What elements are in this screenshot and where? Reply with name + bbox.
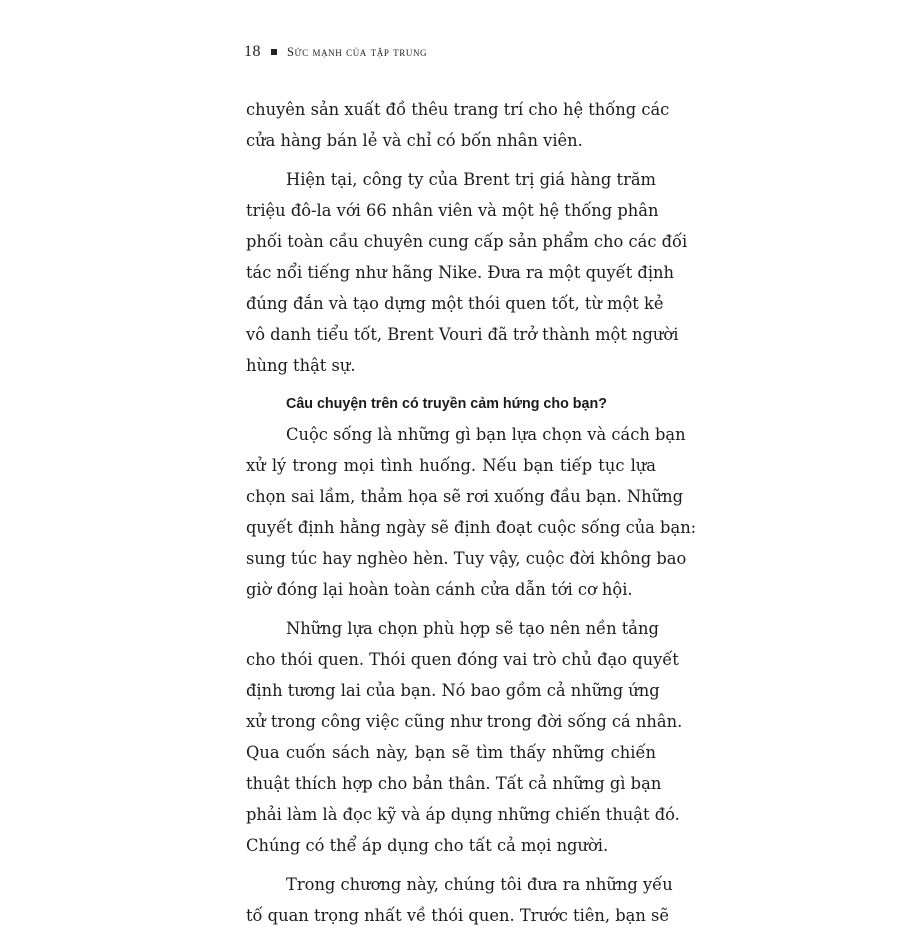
text-line: phải làm là đọc kỹ và áp dụng những chiến thuật đó. (246, 805, 680, 824)
text-line: chuyên sản xuất đồ thêu trang trí cho hệ thống các (246, 100, 670, 119)
page-number: 18 (244, 43, 261, 60)
header-separator-square (271, 49, 277, 55)
paragraph (246, 613, 683, 861)
text-line: giờ đóng lại hoàn toàn cánh cửa dẫn tới cơ hội. (246, 580, 633, 599)
text-line: vô danh tiểu tốt, Brent Vouri đã trở thành một người (246, 325, 679, 344)
text-line: tố quan trọng nhất về thói quen. Trước tiên, bạn sẽ (246, 906, 670, 925)
text-line: chọn sai lầm, thảm họa sẽ rơi xuống đầu bạn. Những (246, 487, 684, 506)
paragraph (246, 869, 673, 931)
text-line: xử lý trong mọi tình huống. Nếu bạn tiếp tục lựa (246, 456, 656, 475)
text-line: tác nổi tiếng như hãng Nike. Đưa ra một quyết định (246, 263, 675, 282)
text-line: phối toàn cầu chuyên cung cấp sản phẩm cho các đối (246, 232, 688, 251)
paragraph (246, 164, 688, 381)
text-line: Hiện tại, công ty của Brent trị giá hàng trăm (286, 170, 656, 189)
text-line: Trong chương này, chúng tôi đưa ra những yếu (286, 875, 673, 894)
text-line: hùng thật sự. (246, 356, 356, 375)
section-subheading: Câu chuyện trên có truyền cảm hứng cho bạn? (286, 396, 607, 412)
text-line: cho thói quen. Thói quen đóng vai trò chủ đạo quyết (246, 650, 679, 669)
body-text (246, 94, 697, 939)
text-line: đúng đắn và tạo dựng một thói quen tốt, từ một kẻ (246, 294, 664, 313)
text-line: Cuộc sống là những gì bạn lựa chọn và cách bạn (286, 425, 686, 444)
text-line: cửa hàng bán lẻ và chỉ có bốn nhân viên. (246, 131, 583, 150)
text-line: Những lựa chọn phù hợp sẽ tạo nên nền tảng (286, 619, 659, 638)
text-line: Chúng có thể áp dụng cho tất cả mọi người. (246, 836, 609, 855)
text-line: thuật thích hợp cho bản thân. Tất cả những gì bạn (246, 774, 662, 793)
text-line: Qua cuốn sách này, bạn sẽ tìm thấy những chiến (246, 743, 656, 762)
paragraph (246, 419, 697, 605)
text-line: quyết định hằng ngày sẽ định đoạt cuộc sống của bạn: (246, 518, 697, 537)
text-line: triệu đô-la với 66 nhân viên và một hệ thống phân (246, 201, 659, 220)
text-line: định tương lai của bạn. Nó bao gồm cả những ứng (246, 681, 660, 700)
paragraph (246, 94, 670, 156)
text-line: sung túc hay nghèo hèn. Tuy vậy, cuộc đời không bao (246, 549, 687, 568)
running-header (244, 40, 427, 64)
text-line: xử trong công việc cũng như trong đời sống cá nhân. (246, 712, 683, 731)
running-title: Sức mạnh của tập trung (287, 44, 428, 59)
